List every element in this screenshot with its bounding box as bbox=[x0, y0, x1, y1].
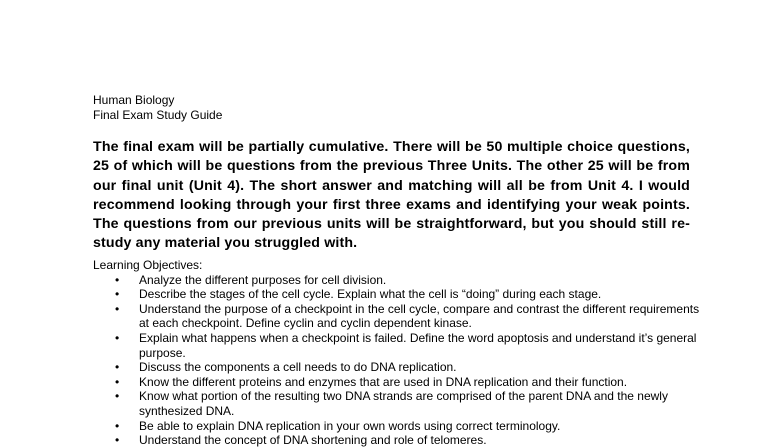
bullet-icon: • bbox=[115, 272, 120, 287]
document-header bbox=[93, 93, 222, 123]
list-item bbox=[93, 360, 703, 375]
list-item-text: Analyze the different purposes for cell division. bbox=[139, 272, 387, 287]
list-item-text: Explain what happens when a checkpoint is failed. Define the word apoptosis and understand it’s general purpose. bbox=[139, 330, 697, 360]
document-title: Final Exam Study Guide bbox=[93, 108, 223, 122]
list-item bbox=[93, 433, 703, 448]
list-item bbox=[93, 287, 703, 302]
bullet-icon: • bbox=[115, 389, 120, 404]
list-item bbox=[93, 302, 703, 331]
list-item bbox=[93, 389, 703, 418]
list-item-text: Know the different proteins and enzymes that are used in DNA replication and their function. bbox=[139, 374, 628, 389]
list-item bbox=[93, 273, 703, 288]
intro-paragraph: The final exam will be partially cumulative. There will be 50 multiple choice questions, 25 of which will be questions from the previous Three Units. The other 25 will be from our final unit (Unit 4). The short answer and matching will all be from Unit 4. I would recommend looking through your first three exams and identifying your weak points. The questions from our previous units will be straightforward, but you should still re-study any material you struggled with. bbox=[93, 139, 690, 252]
objectives-list bbox=[93, 273, 703, 448]
list-item-text: Describe the stages of the cell cycle. Explain what the cell is “doing” during each stage. bbox=[139, 287, 602, 302]
list-item-text: Understand the purpose of a checkpoint in the cell cycle, compare and contrast the different requirements at each checkpoint. Define cyclin and cyclin dependent kinase. bbox=[139, 301, 700, 331]
course-name: Human Biology bbox=[93, 93, 175, 107]
bullet-icon: • bbox=[115, 433, 120, 448]
list-item-text: Know what portion of the resulting two DNA strands are comprised of the parent DNA and the newly synthesized DNA. bbox=[139, 389, 668, 418]
bullet-icon: • bbox=[115, 360, 120, 375]
bullet-icon: • bbox=[115, 301, 120, 316]
list-item-text: Be able to explain DNA replication in your own words using correct terminology. bbox=[139, 418, 561, 433]
list-item-text: Discuss the components a cell needs to do DNA replication. bbox=[139, 360, 457, 375]
objectives-heading: Learning Objectives: bbox=[93, 258, 203, 272]
bullet-icon: • bbox=[115, 374, 120, 389]
list-item bbox=[93, 375, 703, 390]
bullet-icon: • bbox=[115, 330, 120, 345]
bullet-icon: • bbox=[115, 418, 120, 433]
list-item bbox=[93, 419, 703, 434]
list-item bbox=[93, 331, 703, 360]
bullet-icon: • bbox=[115, 287, 120, 302]
list-item-text: Understand the concept of DNA shortening and role of telomeres. bbox=[139, 433, 487, 448]
learning-objectives bbox=[93, 258, 703, 448]
